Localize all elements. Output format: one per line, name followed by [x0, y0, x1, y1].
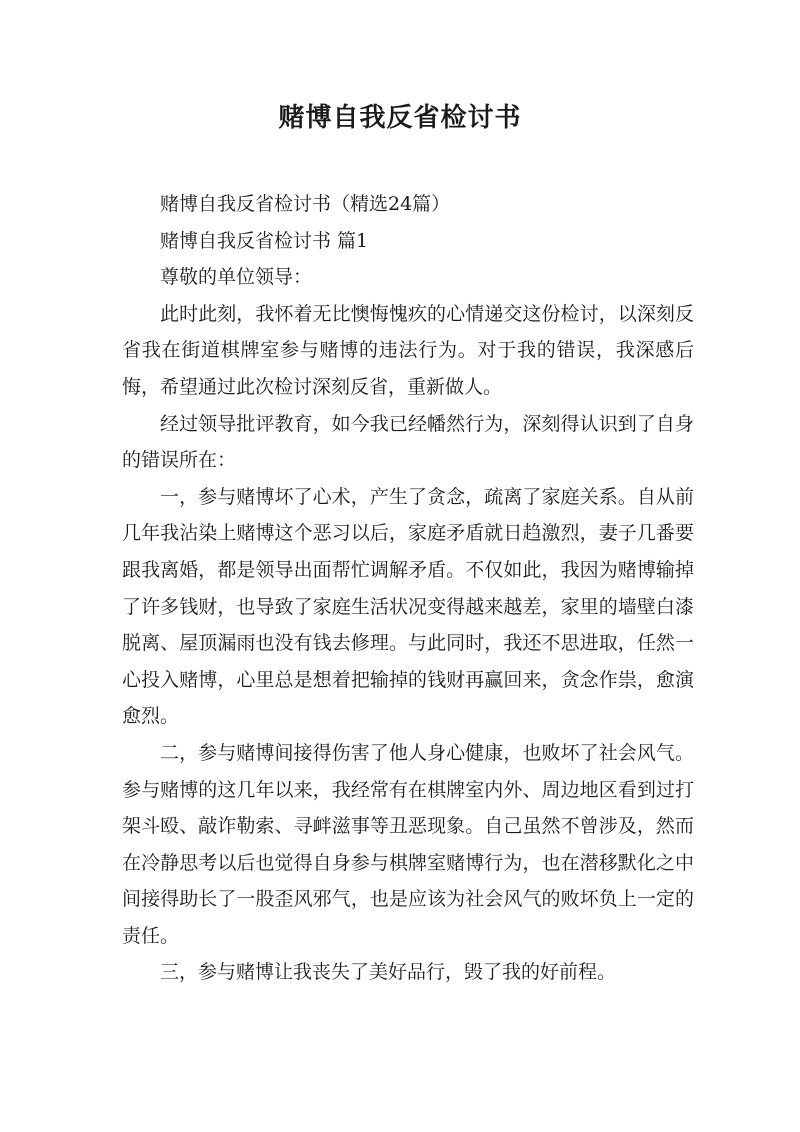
section-heading: 赌博自我反省检讨书 篇1 [160, 229, 369, 252]
salutation: 尊敬的单位领导： [160, 266, 313, 289]
body-paragraph: 经过领导批评教育，如今我已经幡然行为，深刻得认识到了自身的错误所在： [122, 412, 694, 472]
subtitle-paragraph: 赌博自我反省检讨书（精选24篇） [160, 193, 451, 215]
body-paragraph: 二，参与赌博间接得伤害了他人身心健康，也败坏了社会风气。参与赌博的这几年以来，我经常有在棋牌室内外、周边地区看到过打架斗殴、敲诈勒索、寻衅滋事等丑恶现象。自己虽然不曾涉及，然而在冷静思考以后也觉得自身参与棋牌室赌博行为，也在潜移默化之中间接得助长了一股歪风邪气，也是应该为社会风气的败坏负上一定的责任。 [122, 741, 694, 947]
body-paragraph: 一，参与赌博坏了心术，产生了贪念，疏离了家庭关系。自从前几年我沾染上赌博这个恶习以后，家庭矛盾就日趋激烈，妻子几番要跟我离婚，都是领导出面帮忙调解矛盾。不仅如此，我因为赌博输掉了许多钱财，也导致了家庭生活状况变得越来越差，家里的墙壁白漆脱离、屋顶漏雨也没有钱去修理。与此同时，我还不思进取，任然一心投入赌博，心里总是想着把输掉的钱财再赢回来，贪念作祟，愈演愈烈。 [122, 485, 694, 728]
body-paragraph: 三，参与赌博让我丧失了美好品行，毁了我的好前程。 [160, 961, 617, 984]
document-body [122, 186, 694, 991]
document-title: 赌博自我反省检讨书 [278, 103, 522, 133]
body-paragraph: 此时此刻，我怀着无比懊悔愧疚的心情递交这份检讨，以深刻反省我在街道棋牌室参与赌博的违法行为。对于我的错误，我深感后悔，希望通过此次检讨深刻反省，重新做人。 [122, 302, 694, 398]
